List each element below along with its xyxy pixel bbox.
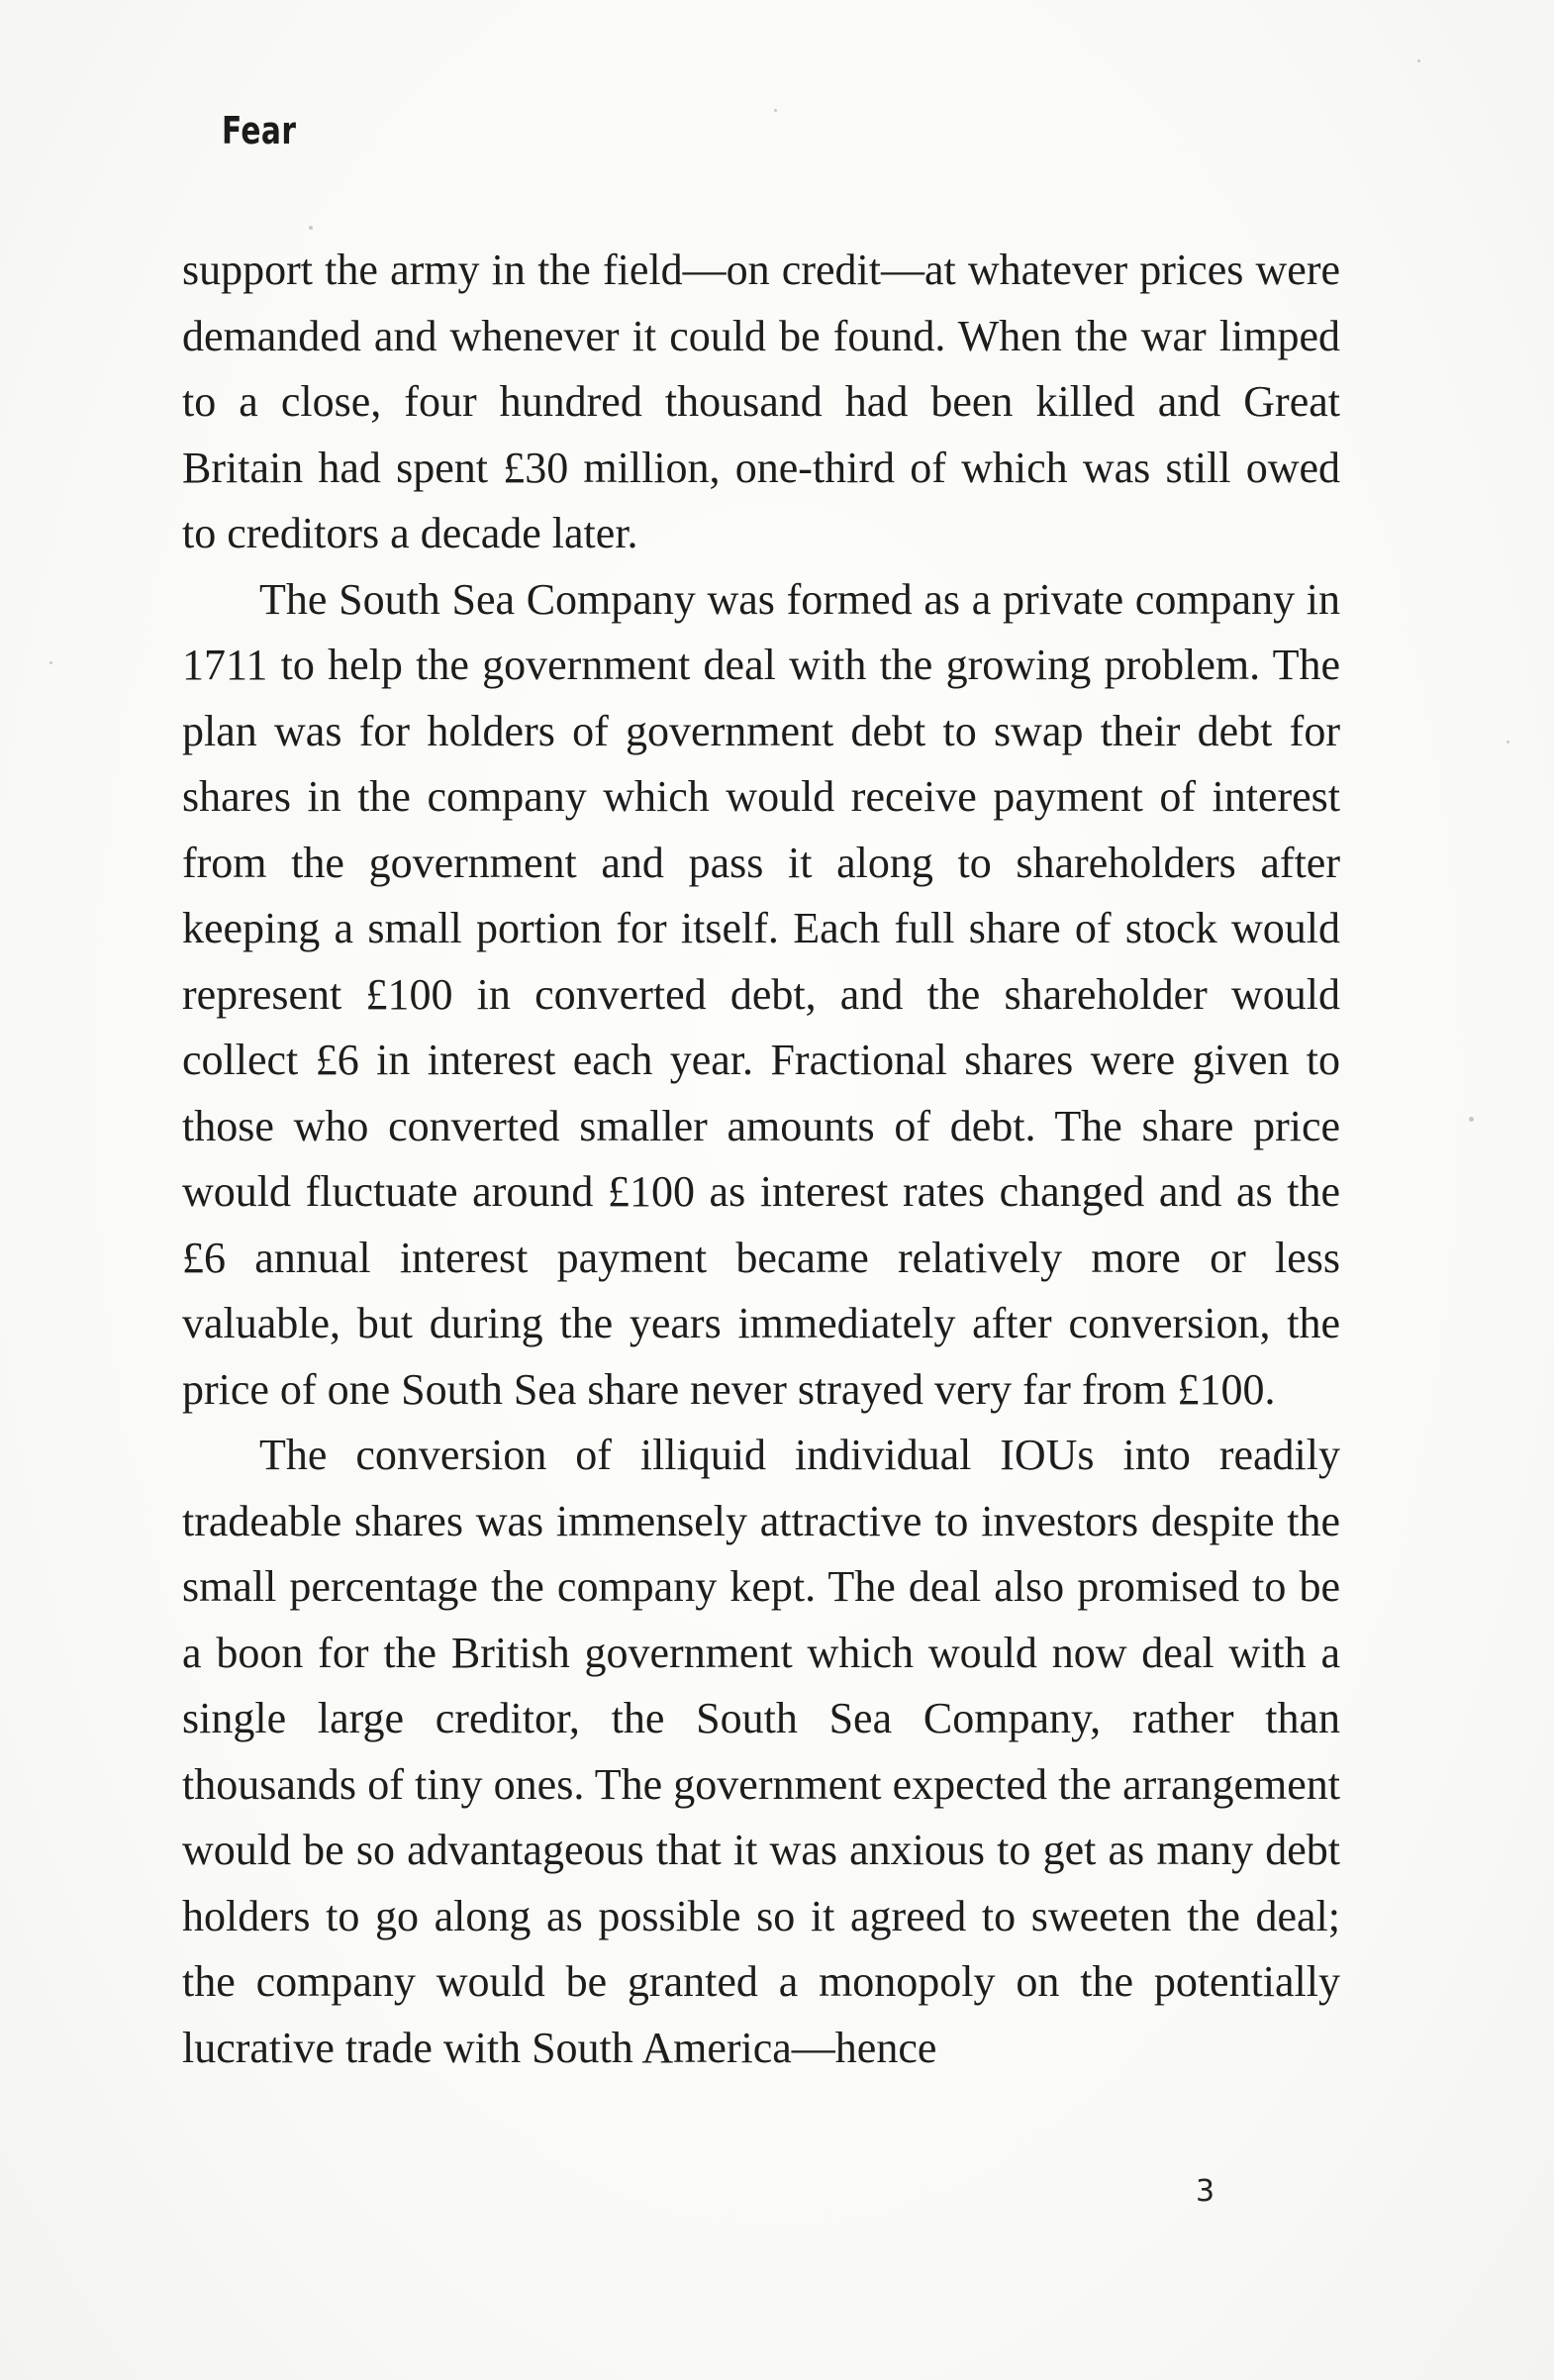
body-text bbox=[182, 238, 1340, 2081]
scan-speck bbox=[1417, 59, 1420, 62]
paragraph-1: support the army in the field—on credit—at whatever prices were demanded and whenever it could be found. When the war limped to a close, four hundred thousand had been killed and Great Britain had spent £30 million, one-third of which was still owed to creditors a decade later. bbox=[182, 246, 1340, 557]
scan-speck bbox=[1506, 741, 1509, 744]
paragraph-2: The South Sea Company was formed as a private company in 1711 to help the government deal with the growing problem. The plan was for holders of government debt to swap their debt for shares in the company which would receive payment of interest from the government and pass it along to shareholders after keeping a small portion for itself. Each full share of stock would represent £100 in converted debt, and the shareholder would collect £6 in interest each year. Fractional shares were given to those who converted smaller amounts of debt. The share price would fluctuate around £100 as interest rates changed and as the £6 annual interest payment became relatively more or less valuable, but during the years immediately after conversion, the price of one South Sea share never strayed very far from £100. bbox=[182, 574, 1340, 1414]
running-head: Fear bbox=[222, 109, 297, 152]
scan-speck bbox=[1469, 1117, 1474, 1122]
scan-speck bbox=[309, 226, 313, 230]
scan-speck bbox=[774, 109, 777, 112]
page-number: 3 bbox=[1196, 2174, 1215, 2209]
scan-speck bbox=[49, 661, 52, 664]
paragraph-3: The conversion of illiquid individual IOUs into readily tradeable shares was immensely attractive to investors despite the small percentage the company kept. The deal also promised to be a boon for the British government which would now deal with a single large creditor, the South Sea Company, rather than thousands of tiny ones. The government expected the arrangement would be so advantageous that it was anxious to get as many debt holders to go along as possible so it agreed to sweeten the deal; the company would be granted a monopoly on the potentially lucrative trade with South America—hence bbox=[182, 1431, 1340, 2072]
